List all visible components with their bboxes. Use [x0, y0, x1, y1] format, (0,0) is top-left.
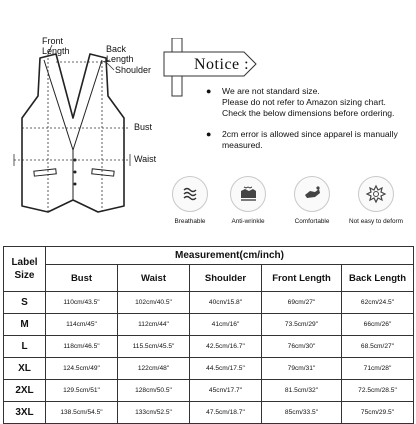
measurement-cell: 41cm/16" — [190, 314, 262, 336]
label-size-header: Label Size — [4, 247, 46, 292]
notice-line: Please do not refer to Amazon sizing chart. — [222, 97, 386, 107]
measurement-cell: 102cm/40.5" — [118, 292, 190, 314]
table-row — [4, 358, 414, 380]
table-row — [4, 380, 414, 402]
measurement-cell: 44.5cm/17.5" — [190, 358, 262, 380]
measurement-cell: 79cm/31" — [262, 358, 342, 380]
measurement-cell: 76cm/30" — [262, 336, 342, 358]
size-label-cell: L — [4, 336, 46, 358]
label-bust: Bust — [134, 122, 153, 132]
notice-item — [206, 86, 412, 119]
feature-comfortable — [282, 176, 342, 225]
measurement-cell: 122cm/48" — [118, 358, 190, 380]
notice-item — [206, 129, 412, 151]
measurement-cell: 62cm/24.5" — [342, 292, 414, 314]
notice-line: 2cm error is allowed since apparel is manually — [222, 129, 398, 139]
measurement-cell: 66cm/26" — [342, 314, 414, 336]
comfortable-icon — [294, 176, 330, 212]
measurement-cell: 118cm/46.5" — [46, 336, 118, 358]
measurement-cell: 115.5cm/45.5" — [118, 336, 190, 358]
size-label-cell: S — [4, 292, 46, 314]
size-label-cell: 2XL — [4, 380, 46, 402]
measurement-cell: 40cm/15.8" — [190, 292, 262, 314]
label-shoulder: Shoulder — [115, 65, 152, 75]
table-column-header-row — [4, 265, 414, 292]
notice-line: Check the below dimensions before ordering. — [222, 108, 395, 118]
measurement-cell: 124.5cm/49" — [46, 358, 118, 380]
measurement-cell: 129.5cm/51" — [46, 380, 118, 402]
anti-wrinkle-icon — [230, 176, 266, 212]
notice-line: measured. — [222, 140, 263, 150]
column-header: Waist — [118, 265, 190, 292]
feature-breathable — [160, 176, 220, 225]
table-row — [4, 402, 414, 424]
column-header: Bust — [46, 265, 118, 292]
measurement-cell: 71cm/28" — [342, 358, 414, 380]
table-row — [4, 292, 414, 314]
notice-list — [206, 86, 412, 157]
label-waist: Waist — [134, 154, 157, 164]
size-label-cell: 3XL — [4, 402, 46, 424]
size-label-cell: XL — [4, 358, 46, 380]
feature-label: Comfortable — [294, 218, 330, 225]
measurement-cell: 112cm/44" — [118, 314, 190, 336]
table-row — [4, 336, 414, 358]
measurement-cell: 69cm/27" — [262, 292, 342, 314]
measurement-cell: 68.5cm/27" — [342, 336, 414, 358]
feature-label: Breathable — [174, 218, 206, 225]
measurement-cell: 110cm/43.5" — [46, 292, 118, 314]
not-easy-to-deform-icon — [358, 176, 394, 212]
notice-title: Notice : — [194, 56, 250, 73]
measurement-cell: 42.5cm/16.7" — [190, 336, 262, 358]
measurement-cell: 45cm/17.7" — [190, 380, 262, 402]
measurement-cell: 114cm/45" — [46, 314, 118, 336]
column-header: Shoulder — [190, 265, 262, 292]
size-chart-table — [3, 246, 414, 424]
measurement-cell: 73.5cm/29" — [262, 314, 342, 336]
bullet-icon: ● — [206, 129, 212, 139]
feature-anti-wrinkle — [218, 176, 278, 225]
column-header: Front Length — [262, 265, 342, 292]
feature-label: Anti-wrinkle — [231, 218, 265, 225]
column-header: Back Length — [342, 265, 414, 292]
measurement-cell: 128cm/50.5" — [118, 380, 190, 402]
breathable-icon — [172, 176, 208, 212]
size-label-cell: M — [4, 314, 46, 336]
feature-not-easy-to-deform — [346, 176, 406, 225]
measurement-group-header: Measurement(cm/inch) — [46, 247, 414, 265]
measurement-cell: 75cm/29.5" — [342, 402, 414, 424]
label-front-length: Front Length — [42, 36, 70, 56]
measurement-cell: 138.5cm/54.5" — [46, 402, 118, 424]
measurement-cell: 81.5cm/32" — [262, 380, 342, 402]
feature-label: Not easy to deform — [349, 218, 403, 225]
label-back-length: Back Length — [106, 44, 134, 64]
vest-measurement-diagram — [0, 0, 175, 230]
bullet-icon: ● — [206, 86, 212, 96]
measurement-cell: 47.5cm/18.7" — [190, 402, 262, 424]
measurement-cell: 72.5cm/28.5" — [342, 380, 414, 402]
table-header-row — [4, 247, 414, 265]
notice-line: We are not standard size. — [222, 86, 320, 96]
measurement-cell: 85cm/33.5" — [262, 402, 342, 424]
measurement-cell: 133cm/52.5" — [118, 402, 190, 424]
table-row — [4, 314, 414, 336]
